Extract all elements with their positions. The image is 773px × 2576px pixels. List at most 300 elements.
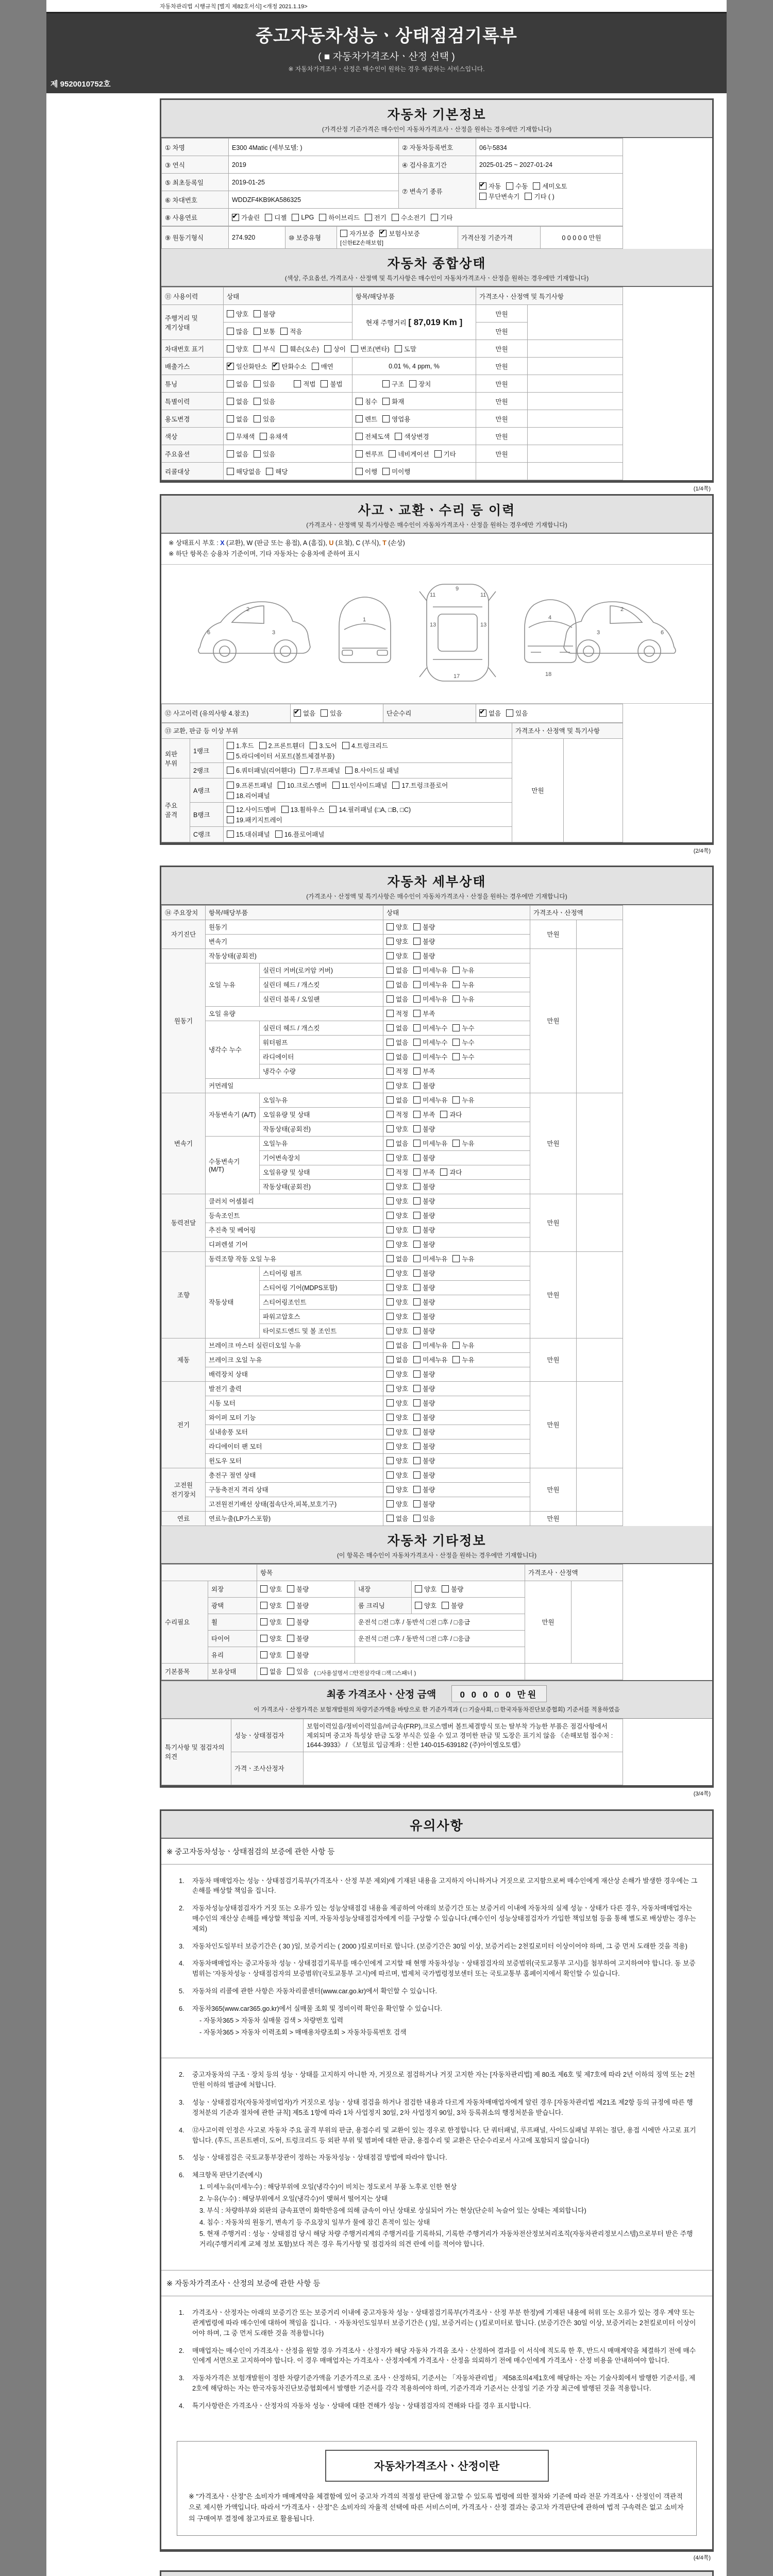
- checked-checkbox-icon[interactable]: [272, 363, 279, 370]
- option-label: 불량: [423, 953, 435, 960]
- unchecked-checkbox-icon[interactable]: [365, 214, 372, 221]
- unchecked-checkbox-icon[interactable]: [287, 1585, 294, 1592]
- checkbox-option: [413, 1456, 435, 1465]
- unchecked-checkbox-icon[interactable]: [260, 1602, 267, 1609]
- option-label: 불량: [423, 924, 435, 931]
- option-label: 불량: [423, 1227, 435, 1234]
- unchecked-checkbox-icon[interactable]: [413, 1284, 421, 1291]
- unchecked-checkbox-icon[interactable]: [386, 1342, 394, 1349]
- unchecked-checkbox-icon[interactable]: [413, 1039, 421, 1046]
- item-cell: 파워고압호스: [260, 1309, 383, 1324]
- unchecked-checkbox-icon[interactable]: [386, 1183, 394, 1190]
- checkbox-option: [386, 1312, 408, 1321]
- unchecked-checkbox-icon[interactable]: [442, 1602, 449, 1609]
- unchecked-checkbox-icon[interactable]: [227, 328, 234, 335]
- unchecked-checkbox-icon[interactable]: [386, 1024, 394, 1031]
- option-label: 과다: [449, 1169, 462, 1176]
- checkbox-option: [386, 994, 408, 1004]
- notice-subitem: 1. 미세누유(미세누수) : 해당부위에 오일(냉각수)이 비치는 정도로서 부품 노후로 인한 현상: [199, 2183, 457, 2191]
- unchecked-checkbox-icon[interactable]: [227, 782, 234, 789]
- value-cell: 2025-01-25 ~ 2027-01-24: [476, 156, 623, 174]
- option-label: 양호: [424, 1586, 437, 1593]
- label-cell: [162, 1564, 257, 1581]
- unchecked-checkbox-icon[interactable]: [392, 782, 399, 789]
- overall-condition-table: [161, 287, 712, 480]
- checkbox-option: [413, 1355, 447, 1364]
- unchecked-checkbox-icon[interactable]: [413, 1399, 421, 1406]
- unchecked-checkbox-icon[interactable]: [300, 767, 308, 774]
- unchecked-checkbox-icon[interactable]: [227, 806, 234, 813]
- unchecked-checkbox-icon[interactable]: [386, 1226, 394, 1233]
- unchecked-checkbox-icon[interactable]: [287, 1651, 294, 1658]
- checkbox-option: [452, 1052, 474, 1061]
- unchecked-checkbox-icon[interactable]: [386, 1241, 394, 1248]
- unchecked-checkbox-icon[interactable]: [386, 1471, 394, 1479]
- unchecked-checkbox-icon[interactable]: [413, 1140, 421, 1147]
- unchecked-checkbox-icon[interactable]: [280, 328, 288, 335]
- unchecked-checkbox-icon[interactable]: [386, 1067, 394, 1075]
- notice-text: 자동차가격은 보험개발원이 정한 차량기준가액을 기준가격으로 조사ㆍ산정하되, 기준서는 「자동차관리법」 제58조의4제1호에 해당하는 자는 기술사회에서 발행한 기준서를, 제2호에 해당하는 자는 한국자동차진단보증협회에서 발행한 기준서를 각각 적용하여야 하며, 기준가격과 기준서는 산정일 기준 가장 최근에 발행된 것을 적용합니다.: [192, 2374, 696, 2392]
- unchecked-checkbox-icon[interactable]: [227, 742, 234, 749]
- unchecked-checkbox-icon[interactable]: [413, 1428, 421, 1435]
- unchecked-checkbox-icon[interactable]: [345, 767, 352, 774]
- unchecked-checkbox-icon[interactable]: [452, 981, 460, 988]
- unchecked-checkbox-icon[interactable]: [442, 1585, 449, 1592]
- status-cell: [383, 920, 530, 934]
- unchecked-checkbox-icon[interactable]: [382, 380, 390, 387]
- unchecked-checkbox-icon[interactable]: [395, 433, 402, 440]
- unchecked-checkbox-icon[interactable]: [386, 1399, 394, 1406]
- page-marker-2: (2/4쪽): [693, 848, 711, 854]
- unchecked-checkbox-icon[interactable]: [287, 1635, 294, 1642]
- checkbox-option: [356, 414, 377, 423]
- unchecked-checkbox-icon[interactable]: [356, 468, 363, 475]
- notice-item: [179, 2097, 699, 2118]
- unchecked-checkbox-icon[interactable]: [260, 1651, 267, 1658]
- unchecked-checkbox-icon[interactable]: [413, 1414, 421, 1421]
- unchecked-checkbox-icon[interactable]: [386, 1515, 394, 1522]
- checkbox-option: [525, 192, 554, 201]
- unchecked-checkbox-icon[interactable]: [386, 1298, 394, 1306]
- unchecked-checkbox-icon[interactable]: [332, 782, 340, 789]
- detail-table: [161, 905, 623, 1526]
- block-notices: [160, 1809, 714, 2552]
- unchecked-checkbox-icon[interactable]: [413, 1298, 421, 1306]
- unchecked-checkbox-icon[interactable]: [413, 1168, 421, 1176]
- checkbox-option: [386, 1023, 408, 1032]
- option-note: ( □사용설명서 □안전삼각대 □잭 □스패너 ): [314, 1670, 416, 1676]
- unchecked-checkbox-icon[interactable]: [386, 1428, 394, 1435]
- option-label: 매연: [321, 363, 333, 370]
- unchecked-checkbox-icon[interactable]: [386, 995, 394, 1003]
- unchecked-checkbox-icon[interactable]: [227, 310, 234, 317]
- checked-checkbox-icon[interactable]: [379, 230, 386, 237]
- label-cell: 색상: [162, 428, 224, 445]
- unchecked-checkbox-icon[interactable]: [382, 415, 390, 422]
- unchecked-checkbox-icon[interactable]: [275, 831, 282, 838]
- unchecked-checkbox-icon[interactable]: [386, 967, 394, 974]
- etc-info-table: [161, 1564, 712, 1680]
- unchecked-checkbox-icon[interactable]: [386, 1154, 394, 1161]
- notice-item: [179, 2004, 699, 2037]
- unchecked-checkbox-icon[interactable]: [281, 806, 289, 813]
- unchecked-checkbox-icon[interactable]: [260, 1585, 267, 1592]
- unchecked-checkbox-icon[interactable]: [382, 398, 390, 405]
- detail-header-cell: 상태: [383, 905, 530, 920]
- unchecked-checkbox-icon[interactable]: [386, 1269, 394, 1277]
- unchecked-checkbox-icon[interactable]: [287, 1602, 294, 1609]
- unchecked-checkbox-icon[interactable]: [319, 214, 326, 221]
- checkbox-option: [386, 1081, 408, 1090]
- value-cell: [528, 463, 623, 480]
- option-label: 침수: [365, 398, 378, 405]
- option-label: 불량: [423, 1212, 435, 1219]
- status-cell: [383, 1179, 530, 1194]
- unchecked-checkbox-icon[interactable]: [415, 1585, 422, 1592]
- option-label: 양호: [396, 1501, 409, 1508]
- unchecked-checkbox-icon[interactable]: [386, 1500, 394, 1507]
- unchecked-checkbox-icon[interactable]: [386, 1053, 394, 1060]
- unchecked-checkbox-icon[interactable]: [386, 1039, 394, 1046]
- checkbox-option: [413, 1514, 435, 1523]
- unchecked-checkbox-icon[interactable]: [452, 1024, 460, 1031]
- unchecked-checkbox-icon[interactable]: [292, 214, 299, 221]
- unchecked-checkbox-icon[interactable]: [413, 1370, 421, 1378]
- unchecked-checkbox-icon[interactable]: [227, 767, 234, 774]
- unchecked-checkbox-icon[interactable]: [413, 1342, 421, 1349]
- unchecked-checkbox-icon[interactable]: [259, 742, 266, 749]
- unchecked-checkbox-icon[interactable]: [312, 363, 319, 370]
- unchecked-checkbox-icon[interactable]: [413, 1443, 421, 1450]
- option-label: 양호: [236, 310, 249, 318]
- unchecked-checkbox-icon[interactable]: [278, 782, 285, 789]
- checkbox-option: [413, 1499, 435, 1509]
- label-cell: 가격조사ㆍ산정액: [525, 1564, 623, 1581]
- unchecked-checkbox-icon[interactable]: [413, 1471, 421, 1479]
- unchecked-checkbox-icon[interactable]: [254, 398, 261, 405]
- option-label: 양호: [396, 1198, 409, 1205]
- notice-item: [179, 1903, 699, 1934]
- unchecked-checkbox-icon[interactable]: [265, 214, 272, 221]
- unchecked-checkbox-icon[interactable]: [409, 380, 416, 387]
- unchecked-checkbox-icon[interactable]: [413, 967, 421, 974]
- unchecked-checkbox-icon[interactable]: [415, 1602, 422, 1609]
- status-code: W: [246, 539, 253, 547]
- unchecked-checkbox-icon[interactable]: [413, 981, 421, 988]
- status-cell: [383, 1453, 530, 1468]
- unchecked-checkbox-icon[interactable]: [321, 380, 328, 387]
- unchecked-checkbox-icon[interactable]: [434, 450, 442, 457]
- unchecked-checkbox-icon[interactable]: [413, 1067, 421, 1075]
- unchecked-checkbox-icon[interactable]: [413, 1500, 421, 1507]
- unchecked-checkbox-icon[interactable]: [525, 193, 532, 200]
- option-label: 없음: [396, 1097, 409, 1104]
- unchecked-checkbox-icon[interactable]: [227, 816, 234, 823]
- unchecked-checkbox-icon[interactable]: [227, 831, 234, 838]
- unchecked-checkbox-icon[interactable]: [321, 709, 328, 717]
- unchecked-checkbox-icon[interactable]: [227, 792, 234, 799]
- unchecked-checkbox-icon[interactable]: [431, 214, 438, 221]
- checked-checkbox-icon[interactable]: [227, 363, 234, 370]
- status-cell: [383, 963, 530, 977]
- unchecked-checkbox-icon[interactable]: [413, 1053, 421, 1060]
- option-label: 불량: [296, 1586, 309, 1593]
- unchecked-checkbox-icon[interactable]: [413, 1515, 421, 1522]
- option-label: 8.사이드실 패널: [355, 767, 399, 774]
- option-label: 누수: [462, 1025, 475, 1032]
- unchecked-checkbox-icon[interactable]: [386, 1284, 394, 1291]
- unchecked-checkbox-icon[interactable]: [386, 1443, 394, 1450]
- unchecked-checkbox-icon[interactable]: [395, 345, 402, 352]
- unchecked-checkbox-icon[interactable]: [280, 345, 288, 352]
- status-cell: [383, 1078, 530, 1093]
- option-label: 썬루프: [365, 450, 384, 458]
- option-label: 불량: [423, 1400, 435, 1407]
- unchecked-checkbox-icon[interactable]: [386, 1096, 394, 1104]
- unchecked-checkbox-icon[interactable]: [386, 938, 394, 945]
- unchecked-checkbox-icon[interactable]: [386, 1414, 394, 1421]
- unchecked-checkbox-icon[interactable]: [254, 310, 261, 317]
- unchecked-checkbox-icon[interactable]: [452, 1053, 460, 1060]
- unchecked-checkbox-icon[interactable]: [227, 433, 234, 440]
- unchecked-checkbox-icon[interactable]: [386, 1457, 394, 1464]
- unchecked-checkbox-icon[interactable]: [413, 1010, 421, 1017]
- unchecked-checkbox-icon[interactable]: [413, 1024, 421, 1031]
- unchecked-checkbox-icon[interactable]: [413, 1356, 421, 1363]
- unchecked-checkbox-icon[interactable]: [413, 1269, 421, 1277]
- unchecked-checkbox-icon[interactable]: [413, 1154, 421, 1161]
- etc-subtitle: (이 항목은 매수인이 자동차가격조사ㆍ산정을 원하는 경우에만 기재합니다): [337, 1551, 537, 1559]
- unchecked-checkbox-icon[interactable]: [260, 433, 267, 440]
- unchecked-checkbox-icon[interactable]: [452, 1096, 460, 1104]
- unchecked-checkbox-icon[interactable]: [413, 1457, 421, 1464]
- value-cell: [528, 305, 623, 340]
- unchecked-checkbox-icon[interactable]: [413, 1111, 421, 1118]
- unchecked-checkbox-icon[interactable]: [356, 415, 363, 422]
- notice-number: 2.: [179, 1904, 184, 1912]
- unchecked-checkbox-icon[interactable]: [452, 1039, 460, 1046]
- unchecked-checkbox-icon[interactable]: [227, 380, 234, 387]
- unchecked-checkbox-icon[interactable]: [254, 328, 261, 335]
- unchecked-checkbox-icon[interactable]: [386, 1125, 394, 1132]
- option-label: 불량: [423, 1429, 435, 1436]
- checkbox-option: [413, 1413, 435, 1422]
- unchecked-checkbox-icon[interactable]: [386, 1010, 394, 1017]
- value-cell: 만원: [476, 428, 528, 445]
- form-table: [161, 226, 623, 249]
- value-cell: [528, 340, 623, 358]
- mileage-value: [ 87,019 Km ]: [408, 317, 463, 327]
- unchecked-checkbox-icon[interactable]: [386, 1327, 394, 1334]
- option-label: 양호: [396, 1212, 409, 1219]
- option-label: 양호: [396, 1126, 409, 1133]
- status-cell: [383, 1439, 530, 1453]
- unchecked-checkbox-icon[interactable]: [329, 806, 337, 813]
- unchecked-checkbox-icon[interactable]: [386, 1197, 394, 1205]
- checkbox-option: [386, 922, 408, 931]
- unchecked-checkbox-icon[interactable]: [351, 345, 358, 352]
- unchecked-checkbox-icon[interactable]: [413, 1197, 421, 1205]
- remark-cell: [577, 1338, 623, 1381]
- unchecked-checkbox-icon[interactable]: [413, 995, 421, 1003]
- unchecked-checkbox-icon[interactable]: [227, 398, 234, 405]
- unchecked-checkbox-icon[interactable]: [452, 1342, 460, 1349]
- label-cell: 휠: [208, 1614, 257, 1630]
- unchecked-checkbox-icon[interactable]: [342, 742, 349, 749]
- unchecked-checkbox-icon[interactable]: [413, 1183, 421, 1190]
- unchecked-checkbox-icon[interactable]: [382, 468, 390, 475]
- document-note: ※ 자동차가격조사ㆍ산정은 매수인이 원하는 경우 제공하는 서비스입니다.: [288, 65, 485, 73]
- option-label: 있음: [263, 398, 276, 405]
- unchecked-checkbox-icon[interactable]: [386, 1140, 394, 1147]
- unchecked-checkbox-icon[interactable]: [413, 923, 421, 930]
- unchecked-checkbox-icon[interactable]: [254, 415, 261, 422]
- checked-checkbox-icon[interactable]: [479, 709, 486, 717]
- unchecked-checkbox-icon[interactable]: [386, 1255, 394, 1262]
- unchecked-checkbox-icon[interactable]: [356, 398, 363, 405]
- unchecked-checkbox-icon[interactable]: [386, 1370, 394, 1378]
- unchecked-checkbox-icon[interactable]: [386, 1385, 394, 1392]
- svg-text:6: 6: [207, 629, 210, 636]
- notice-number: 3.: [179, 1942, 184, 1950]
- checked-checkbox-icon[interactable]: [294, 709, 301, 717]
- checkbox-option: [227, 815, 282, 824]
- unchecked-checkbox-icon[interactable]: [413, 1313, 421, 1320]
- notice-text: 자동차 매매업자는 성능ㆍ상태점검기록부(가격조사ㆍ산정 부분 제외)에 기재된 내용을 고지하지 아니하거나 거짓으로 고지함으로써 매수인에게 재산상 손해가 발생한 경우에는 그 손해를 배상할 책임을 집니다.: [192, 1876, 698, 1895]
- option-label: 적음: [290, 328, 303, 335]
- unchecked-checkbox-icon[interactable]: [479, 193, 486, 200]
- unchecked-checkbox-icon[interactable]: [386, 952, 394, 959]
- unchecked-checkbox-icon[interactable]: [413, 1255, 421, 1262]
- svg-text:3: 3: [596, 629, 600, 636]
- item-cell: 오일유량 및 상태: [260, 1107, 383, 1122]
- unchecked-checkbox-icon[interactable]: [413, 1226, 421, 1233]
- unchecked-checkbox-icon[interactable]: [324, 345, 331, 352]
- notice-item: [179, 1941, 699, 1952]
- unchecked-checkbox-icon[interactable]: [254, 450, 261, 457]
- notice-subitem: 3. 부식 : 차량하부와 외판의 금속표면이 화학반응에 의해 금속이 아닌 상태로 상실되어 가는 현상(단순히 녹슬어 있는 상태는 제외합니다): [199, 2206, 586, 2214]
- device-group-label: 제동: [162, 1338, 206, 1381]
- unchecked-checkbox-icon[interactable]: [386, 981, 394, 988]
- unchecked-checkbox-icon[interactable]: [452, 967, 460, 974]
- unchecked-checkbox-icon[interactable]: [386, 923, 394, 930]
- unchecked-checkbox-icon[interactable]: [506, 709, 513, 717]
- option-label: 없음: [270, 1668, 282, 1675]
- checkbox-option: [452, 965, 474, 975]
- checked-checkbox-icon[interactable]: [479, 182, 486, 190]
- checkbox-option: [254, 397, 275, 406]
- unchecked-checkbox-icon[interactable]: [386, 1111, 394, 1118]
- unchecked-checkbox-icon[interactable]: [506, 182, 513, 190]
- unchecked-checkbox-icon[interactable]: [260, 1668, 267, 1675]
- price-cell: 만원: [530, 920, 577, 948]
- checkbox-option: [227, 379, 248, 388]
- checkbox-option: [321, 379, 342, 388]
- form-table: [161, 1719, 623, 1785]
- unchecked-checkbox-icon[interactable]: [413, 938, 421, 945]
- unchecked-checkbox-icon[interactable]: [266, 468, 273, 475]
- unchecked-checkbox-icon[interactable]: [413, 1082, 421, 1089]
- unchecked-checkbox-icon[interactable]: [392, 214, 399, 221]
- document-page: [46, 0, 727, 2576]
- value-cell: [412, 1581, 525, 1597]
- unchecked-checkbox-icon[interactable]: [413, 1241, 421, 1248]
- unchecked-checkbox-icon[interactable]: [287, 1668, 294, 1675]
- unchecked-checkbox-icon[interactable]: [227, 345, 234, 352]
- unchecked-checkbox-icon[interactable]: [227, 752, 234, 759]
- unchecked-checkbox-icon[interactable]: [227, 450, 234, 457]
- notice-text: 성능ㆍ상태점검자(자동차정비업자)가 거짓으로 성능ㆍ상태 점검을 하거나 점검한 내용과 다르게 자동차매매업자에게 알린 경우 [자동차관리법 제21조 제2항 등의 규정에 따른 행정처분의 기준과 절차에 관한 규칙] 제5조 1항에 따라 1차 사업정지 30일, 2차 사업정지 90일, 3차 등록취소의 행정처분을 받습니다.: [192, 2098, 693, 2116]
- unchecked-checkbox-icon[interactable]: [389, 450, 396, 457]
- unchecked-checkbox-icon[interactable]: [294, 380, 301, 387]
- status-cell: [383, 934, 530, 948]
- option-label: 색상변경: [404, 433, 429, 440]
- value-cell: [257, 1647, 355, 1663]
- unchecked-checkbox-icon[interactable]: [254, 345, 261, 352]
- unchecked-checkbox-icon[interactable]: [413, 1327, 421, 1334]
- unchecked-checkbox-icon[interactable]: [413, 1096, 421, 1104]
- status-cell: [383, 1367, 530, 1381]
- option-label: 부족: [423, 1169, 435, 1176]
- unchecked-checkbox-icon[interactable]: [340, 230, 347, 237]
- unchecked-checkbox-icon[interactable]: [310, 742, 317, 749]
- unchecked-checkbox-icon[interactable]: [386, 1356, 394, 1363]
- unchecked-checkbox-icon[interactable]: [452, 1255, 460, 1262]
- unchecked-checkbox-icon[interactable]: [413, 1486, 421, 1493]
- checkbox-option: [413, 1038, 447, 1047]
- unchecked-checkbox-icon[interactable]: [287, 1618, 294, 1625]
- unchecked-checkbox-icon[interactable]: [356, 450, 363, 457]
- item-cell: 와이퍼 모터 기능: [206, 1410, 383, 1425]
- checked-checkbox-icon[interactable]: [232, 214, 239, 221]
- status-cell: [383, 1136, 530, 1150]
- unchecked-checkbox-icon[interactable]: [227, 415, 234, 422]
- checkbox-option: [356, 449, 383, 459]
- unchecked-checkbox-icon[interactable]: [254, 380, 261, 387]
- infobox-body: ※ "가격조사ㆍ산정"은 소비자가 매매계약을 체결함에 있어 중고차 가격의 적절성 판단에 참고할 수 있도록 법령에 의한 절차와 기준에 따라 전문 가격조사ㆍ산정인이 객관적으로 제시한 가액입니다. 따라서 "가격조사ㆍ산정"은 소비자의 자율적 선택에 따른 서비스이며, 가격조사ㆍ산정 결과는 중고차 가격판단에 관하여 법적 구속력은 없고 소비자의 구매여부 결정에 참고자료로 활용됩니다.: [189, 2492, 684, 2522]
- unchecked-checkbox-icon[interactable]: [386, 1168, 394, 1176]
- checkbox-option: [386, 1095, 408, 1105]
- unchecked-checkbox-icon[interactable]: [356, 433, 363, 440]
- unchecked-checkbox-icon[interactable]: [452, 995, 460, 1003]
- unchecked-checkbox-icon[interactable]: [440, 1111, 447, 1118]
- unchecked-checkbox-icon[interactable]: [227, 468, 234, 475]
- unchecked-checkbox-icon[interactable]: [413, 952, 421, 959]
- unchecked-checkbox-icon[interactable]: [386, 1212, 394, 1219]
- value-cell: [224, 410, 352, 428]
- unchecked-checkbox-icon[interactable]: [260, 1618, 267, 1625]
- value-cell: [224, 428, 352, 445]
- unchecked-checkbox-icon[interactable]: [386, 1082, 394, 1089]
- option-label: 불량: [423, 1371, 435, 1378]
- unchecked-checkbox-icon[interactable]: [452, 1140, 460, 1147]
- unchecked-checkbox-icon[interactable]: [533, 182, 540, 190]
- checkbox-option: [260, 1650, 282, 1659]
- unchecked-checkbox-icon[interactable]: [260, 1635, 267, 1642]
- unchecked-checkbox-icon[interactable]: [413, 1125, 421, 1132]
- checkbox-option: [479, 192, 519, 201]
- notice-number: 1.: [179, 1876, 184, 1885]
- value-cell: [304, 1752, 623, 1785]
- option-note: [신한EZ손해보험]: [340, 240, 383, 246]
- unchecked-checkbox-icon[interactable]: [452, 1356, 460, 1363]
- unchecked-checkbox-icon[interactable]: [440, 1168, 447, 1176]
- unchecked-checkbox-icon[interactable]: [413, 1385, 421, 1392]
- unchecked-checkbox-icon[interactable]: [386, 1313, 394, 1320]
- unchecked-checkbox-icon[interactable]: [413, 1212, 421, 1219]
- unchecked-checkbox-icon[interactable]: [386, 1486, 394, 1493]
- form-table: [161, 704, 623, 723]
